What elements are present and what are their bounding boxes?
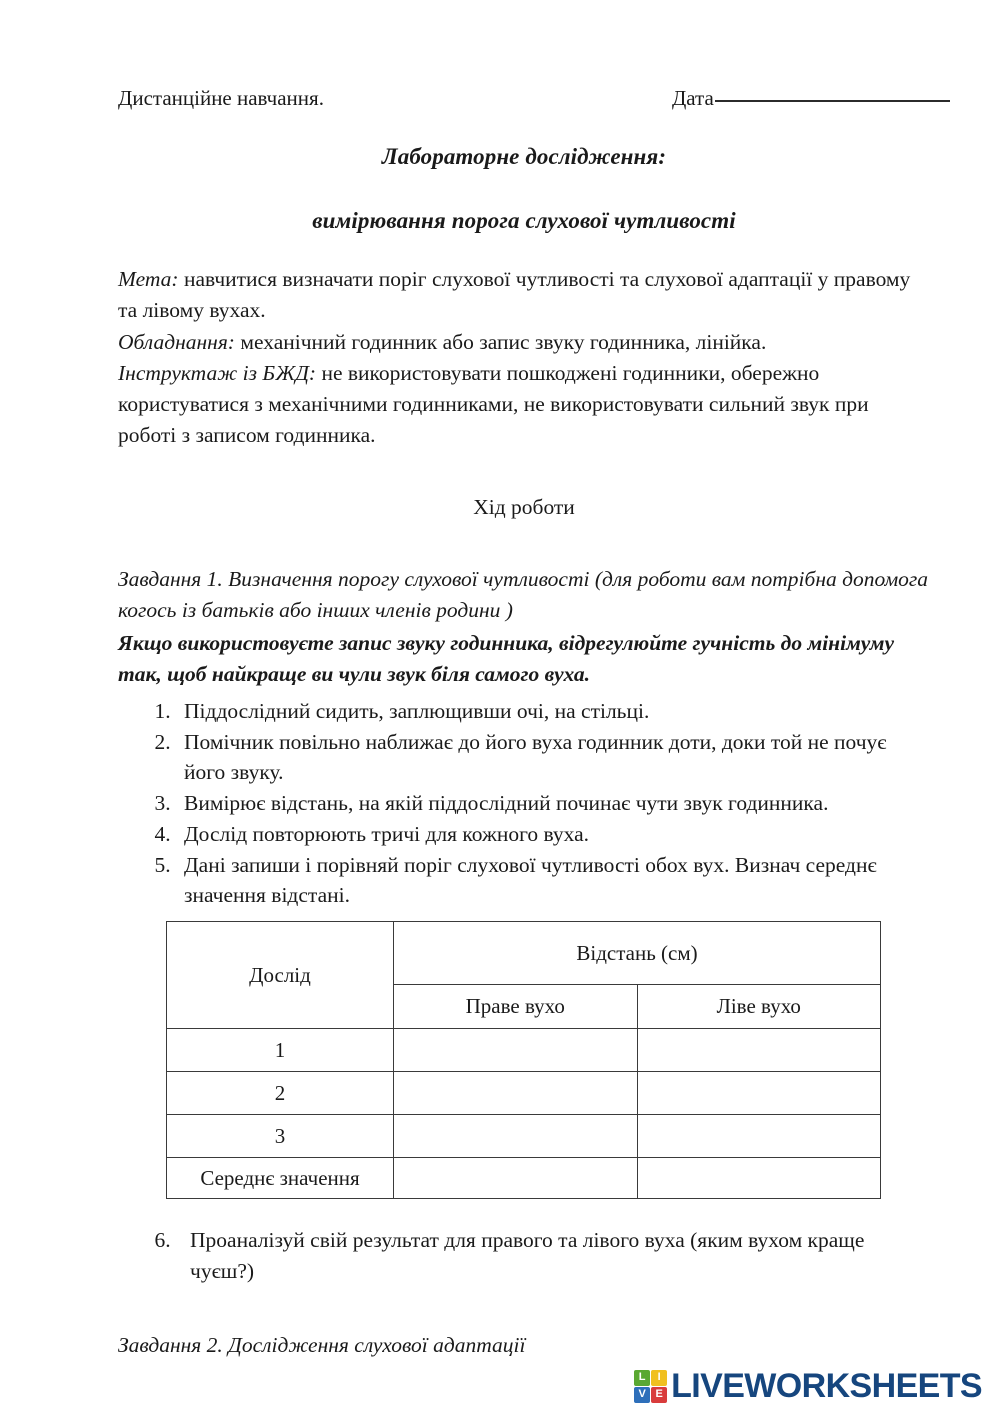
table-cell-left-ear-input[interactable]	[637, 1029, 881, 1072]
table-cell-experiment-label: 2	[167, 1072, 394, 1115]
table-cell-right-ear-input[interactable]	[394, 1072, 638, 1115]
logo-tile-l: L	[634, 1370, 650, 1386]
goal-label: Мета:	[118, 267, 179, 292]
task1-step-list	[118, 696, 930, 911]
results-table	[166, 921, 881, 1199]
list-item: 1. Піддослідний сидить, заплющивши очі, на стільці.	[176, 696, 930, 727]
table-row-average	[167, 1158, 881, 1199]
results-table-wrapper	[118, 921, 930, 1199]
table-cell-experiment-label: 3	[167, 1115, 394, 1158]
table-cell-average-right-input[interactable]	[394, 1158, 638, 1199]
liveworksheets-logo[interactable]	[634, 1369, 982, 1403]
list-item: 5. Дані запиши і порівняй поріг слухової чутливості обох вух. Визнач середнє значення відстані.	[176, 850, 930, 911]
list-item: 4. Дослід повторюють тричі для кожного вуха.	[176, 819, 930, 850]
table-header-experiment: Дослід	[167, 922, 394, 1029]
list-item: 2. Помічник повільно наближає до його вуха годинник доти, доки той не почує його звуку.	[176, 727, 930, 788]
table-row	[167, 1072, 881, 1115]
table-cell-average-label: Середнє значення	[167, 1158, 394, 1199]
safety-paragraph	[118, 358, 930, 452]
equipment-paragraph	[118, 327, 930, 358]
date-label: Дата	[671, 86, 714, 110]
table-row	[167, 1029, 881, 1072]
table-cell-average-left-input[interactable]	[637, 1158, 881, 1199]
goal-text: навчитися визначати поріг слухової чутливості та слухової адаптації у правому та лівому вухах.	[118, 267, 911, 323]
list-item: 3. Вимірює відстань, на якій піддослідний починає чути звук годинника.	[176, 788, 930, 819]
goal-paragraph	[118, 264, 930, 326]
task1-step6-list	[118, 1225, 930, 1286]
table-header-left-ear: Ліве вухо	[637, 985, 881, 1029]
table-cell-left-ear-input[interactable]	[637, 1115, 881, 1158]
logo-tile-i: I	[651, 1370, 667, 1386]
document-header	[118, 86, 930, 111]
task1-heading: Завдання 1. Визначення порогу слухової чутливості (для роботи вам потрібна допомога когось із батьків або інших членів родини )	[118, 567, 929, 623]
date-field	[672, 86, 950, 111]
table-cell-right-ear-input[interactable]	[394, 1029, 638, 1072]
task2-heading: Завдання 2. Дослідження слухової адаптації	[118, 1332, 526, 1357]
equipment-label: Обладнання:	[118, 329, 235, 354]
safety-text: не використовувати пошкоджені годинники, обережно користуватися з механічними годинниками, не використовувати сильний звук при роботі з записом годинника.	[118, 360, 869, 448]
equipment-text: механічний годинник або запис звуку годинника, лінійка.	[234, 329, 767, 354]
table-header-right-ear: Праве вухо	[394, 985, 638, 1029]
task1-note: Якщо використовуєте запис звуку годинника, відрегулюйте гучність до мінімуму так, щоб найкраще ви чули звук біля самого вуха.	[118, 630, 895, 686]
live-tiles-icon	[634, 1370, 667, 1403]
logo-tile-e: E	[651, 1387, 667, 1403]
table-header-distance: Відстань (см)	[394, 922, 881, 985]
table-cell-right-ear-input[interactable]	[394, 1115, 638, 1158]
table-header-row-1	[167, 922, 881, 985]
table-row	[167, 1115, 881, 1158]
safety-label: Інструктаж із БЖД:	[118, 360, 317, 385]
page-subtitle: вимірювання порога слухової чутливості	[312, 208, 736, 234]
table-cell-left-ear-input[interactable]	[637, 1072, 881, 1115]
table-cell-experiment-label: 1	[167, 1029, 394, 1072]
header-course-label: Дистанційне навчання.	[118, 86, 324, 110]
section-heading-procedure: Хід роботи	[473, 495, 575, 520]
list-item: 6. Проаналізуй свій результат для правого та лівого вуха (яким вухом краще чуєш?)	[176, 1225, 930, 1286]
date-blank-line[interactable]	[715, 100, 950, 102]
logo-tile-v: V	[634, 1387, 650, 1403]
intro-block	[118, 264, 930, 451]
page-title: Лабораторне дослідження:	[381, 144, 667, 170]
logo-wordmark: LIVEWORKSHEETS	[671, 1367, 982, 1405]
